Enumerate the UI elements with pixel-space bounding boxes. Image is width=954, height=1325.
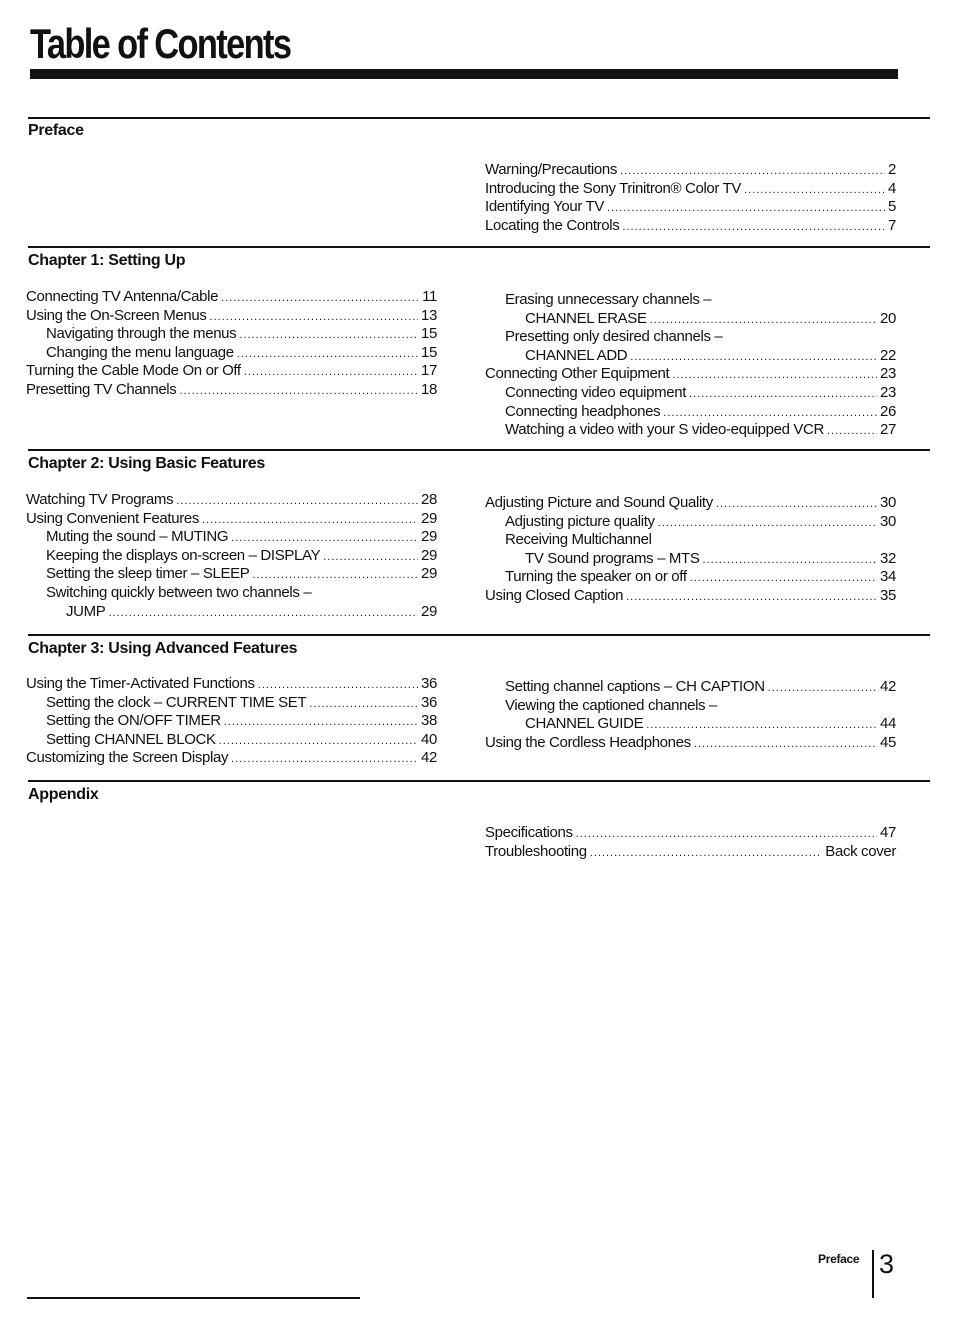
dot-leader — [252, 566, 418, 585]
toc-entry — [26, 510, 437, 529]
section-title-chapter-3: Chapter 3: Using Advanced Features — [28, 640, 298, 657]
toc-entry-title: Navigating through the menus — [46, 325, 237, 343]
toc-entry-title: Using the On-Screen Menus — [26, 306, 207, 324]
toc-entry — [485, 328, 896, 347]
bottom-rule — [27, 1297, 360, 1299]
title-underline-bar — [30, 69, 898, 79]
toc-entry-page: 29 — [421, 509, 437, 527]
toc-entry — [485, 403, 896, 422]
toc-entry-title: Customizing the Screen Display — [26, 749, 229, 767]
section-divider — [28, 449, 930, 451]
toc-entry — [26, 325, 437, 344]
dot-leader — [237, 345, 418, 364]
toc-entry — [485, 384, 896, 403]
toc-entry-page: 32 — [880, 549, 896, 567]
dot-leader — [694, 735, 877, 754]
dot-leader — [224, 713, 418, 732]
toc-entry — [26, 288, 437, 307]
dot-leader — [827, 422, 877, 441]
dot-leader — [689, 385, 877, 404]
dot-leader — [690, 569, 877, 588]
toc-entry-page: 40 — [421, 730, 437, 748]
toc-entry — [485, 587, 896, 606]
toc-entry-title: Changing the menu language — [46, 343, 234, 361]
dot-leader — [744, 181, 885, 200]
toc-entry — [26, 749, 437, 768]
dot-leader — [219, 732, 418, 751]
dot-leader — [210, 308, 418, 327]
toc-entry-page: 30 — [880, 512, 896, 530]
dot-leader — [672, 366, 877, 385]
toc-entry-title: Erasing unnecessary channels – — [505, 291, 712, 308]
section-title-chapter-1: Chapter 1: Setting Up — [28, 252, 186, 269]
toc-entry-title: CHANNEL GUIDE — [525, 715, 644, 733]
toc-entry-page: 23 — [880, 365, 896, 383]
toc-entry — [26, 565, 437, 584]
section-title-preface: Preface — [28, 122, 84, 139]
toc-entry — [26, 675, 437, 694]
toc-entry-page: 29 — [421, 602, 437, 620]
toc-entry-page: 34 — [880, 568, 896, 586]
toc-entry-page: 13 — [421, 306, 437, 324]
toc-entry-title: Locating the Controls — [485, 216, 620, 234]
dot-leader — [620, 162, 885, 181]
toc-entry-page: 29 — [421, 528, 437, 546]
toc-entry-title: Setting channel captions – CH CAPTION — [505, 678, 765, 695]
dot-leader — [176, 492, 418, 511]
section-title-chapter-2: Chapter 2: Using Basic Features — [28, 455, 265, 472]
toc-entry-title: JUMP — [66, 602, 106, 620]
dot-leader — [630, 348, 877, 367]
toc-entry — [26, 603, 437, 622]
toc-entry-page: 29 — [421, 565, 437, 583]
toc-list — [26, 491, 437, 621]
toc-entry-title: Using the Cordless Headphones — [485, 733, 691, 751]
toc-entry-page: 2 — [888, 161, 896, 178]
toc-entry — [485, 291, 896, 310]
dot-leader — [221, 289, 419, 308]
toc-entry — [485, 180, 896, 199]
dot-leader — [202, 511, 418, 530]
toc-entry — [26, 528, 437, 547]
page-number: 3 — [879, 1249, 895, 1279]
toc-entry-title: Adjusting Picture and Sound Quality — [485, 494, 713, 511]
toc-entry — [485, 824, 896, 843]
section-divider — [28, 634, 930, 636]
toc-entry — [485, 494, 896, 513]
toc-entry-title: Keeping the displays on-screen – DISPLAY — [46, 546, 321, 564]
dot-leader — [179, 382, 418, 401]
toc-entry — [26, 381, 437, 400]
dot-leader — [622, 218, 885, 237]
toc-entry-title: TV Sound programs – MTS — [525, 549, 700, 567]
page-title: Table of Contents — [30, 20, 291, 67]
toc-entry — [485, 697, 896, 716]
toc-entry-page: 35 — [880, 586, 896, 604]
toc-entry-title: Setting the clock – CURRENT TIME SET — [46, 693, 307, 711]
toc-entry-title: Using Closed Caption — [485, 586, 624, 604]
toc-entry — [26, 307, 437, 326]
toc-entry-title: Introducing the Sony Trinitron® Color TV — [485, 179, 742, 197]
toc-entry-title: Connecting video equipment — [505, 383, 687, 401]
dot-leader — [231, 529, 418, 548]
toc-entry-page: 47 — [880, 824, 896, 841]
toc-entry-title: Connecting headphones — [505, 402, 661, 420]
toc-entry — [485, 365, 896, 384]
toc-entry-title: Receiving Multichannel — [505, 531, 652, 549]
toc-entry — [485, 678, 896, 697]
toc-list — [26, 288, 437, 400]
section-divider — [28, 117, 930, 119]
dot-leader — [258, 676, 418, 695]
toc-entry-page: 36 — [421, 675, 437, 692]
toc-entry — [26, 731, 437, 750]
toc-entry — [485, 550, 896, 569]
toc-entry-page: 7 — [888, 216, 896, 234]
toc-entry-title: Setting CHANNEL BLOCK — [46, 730, 216, 748]
dot-leader — [231, 750, 418, 769]
toc-entry-page: Back cover — [825, 842, 896, 860]
toc-entry-page: 5 — [888, 198, 896, 216]
section-divider — [28, 780, 930, 782]
toc-entry-title: Troubleshooting — [485, 842, 587, 860]
dot-leader — [703, 551, 877, 570]
toc-entry — [26, 362, 437, 381]
toc-entry-title: Setting the sleep timer – SLEEP — [46, 565, 250, 583]
toc-entry — [26, 547, 437, 566]
toc-entry — [26, 712, 437, 731]
dot-leader — [239, 326, 418, 345]
toc-entry-page: 11 — [422, 288, 437, 305]
section-title-appendix: Appendix — [28, 786, 99, 803]
toc-entry-title: Connecting Other Equipment — [485, 365, 670, 383]
toc-entry-title: CHANNEL ERASE — [525, 309, 647, 327]
toc-entry-title: Presetting TV Channels — [26, 380, 177, 398]
toc-entry-page: 28 — [421, 491, 437, 508]
dot-leader — [646, 716, 877, 735]
toc-entry-title: Setting the ON/OFF TIMER — [46, 712, 221, 730]
toc-entry — [26, 584, 437, 603]
toc-entry-title: Using the Timer-Activated Functions — [26, 675, 255, 692]
dot-leader — [590, 844, 823, 863]
toc-list — [485, 291, 896, 440]
toc-list — [26, 675, 437, 768]
toc-entry-page: 27 — [880, 421, 896, 439]
toc-entry — [485, 198, 896, 217]
toc-entry-page: 36 — [421, 693, 437, 711]
toc-entry — [26, 344, 437, 363]
toc-entry-title: Watching a video with your S video-equipped VCR — [505, 421, 825, 439]
toc-entry — [485, 347, 896, 366]
toc-list — [485, 161, 896, 235]
toc-entry — [485, 531, 896, 550]
toc-entry-page: 20 — [880, 309, 896, 327]
toc-entry-page: 29 — [421, 546, 437, 564]
toc-entry-page: 38 — [421, 712, 437, 730]
toc-entry-title: Using Convenient Features — [26, 509, 200, 527]
toc-list — [485, 678, 896, 752]
toc-entry-page: 42 — [880, 678, 896, 695]
toc-entry-title: Connecting TV Antenna/Cable — [26, 288, 219, 305]
toc-entry-page: 44 — [880, 715, 896, 733]
toc-entry-page: 45 — [880, 733, 896, 751]
toc-entry-page: 15 — [421, 343, 437, 361]
toc-entry — [485, 734, 896, 753]
toc-entry-page: 18 — [421, 380, 437, 398]
toc-list — [485, 824, 896, 861]
dot-leader — [607, 199, 885, 218]
toc-entry — [485, 161, 896, 180]
dot-leader — [323, 548, 418, 567]
toc-entry — [485, 310, 896, 329]
dot-leader — [663, 404, 877, 423]
dot-leader — [650, 311, 877, 330]
toc-entry-title: Turning the Cable Mode On or Off — [26, 362, 241, 380]
toc-entry-title: Specifications — [485, 824, 573, 841]
dot-leader — [716, 495, 877, 514]
toc-entry — [485, 715, 896, 734]
toc-entry-page: 4 — [888, 179, 896, 197]
toc-entry-page: 15 — [421, 325, 437, 343]
toc-entry-title: Muting the sound – MUTING — [46, 528, 229, 546]
toc-entry — [485, 568, 896, 587]
toc-entry-page: 30 — [880, 494, 896, 511]
section-divider — [28, 246, 930, 248]
dot-leader — [626, 588, 877, 607]
dot-leader — [108, 604, 418, 623]
toc-entry-page: 26 — [880, 402, 896, 420]
footer-section-label: Preface — [818, 1252, 860, 1266]
toc-entry-title: Watching TV Programs — [26, 491, 174, 508]
toc-entry-title: Identifying Your TV — [485, 198, 604, 216]
toc-entry-page: 22 — [880, 346, 896, 364]
toc-entry-title: Turning the speaker on or off — [505, 568, 687, 586]
dot-leader — [658, 514, 877, 533]
toc-entry-page: 17 — [421, 362, 437, 380]
toc-entry — [485, 421, 896, 440]
toc-entry-title: CHANNEL ADD — [525, 346, 628, 364]
toc-entry-page: 42 — [421, 749, 437, 767]
dot-leader — [309, 695, 418, 714]
toc-entry-title: Viewing the captioned channels – — [505, 696, 718, 714]
toc-entry-title: Switching quickly between two channels – — [46, 583, 312, 601]
toc-list — [485, 494, 896, 606]
dot-leader — [244, 363, 418, 382]
toc-entry — [26, 491, 437, 510]
toc-entry-title: Presetting only desired channels – — [505, 328, 723, 346]
footer-divider — [872, 1250, 874, 1298]
dot-leader — [768, 679, 877, 698]
toc-entry — [485, 843, 896, 862]
dot-leader — [576, 825, 877, 844]
toc-entry-page: 23 — [880, 383, 896, 401]
toc-entry — [26, 694, 437, 713]
toc-entry-title: Warning/Precautions — [485, 161, 618, 178]
toc-entry — [485, 513, 896, 532]
toc-entry-title: Adjusting picture quality — [505, 512, 655, 530]
toc-entry — [485, 217, 896, 236]
